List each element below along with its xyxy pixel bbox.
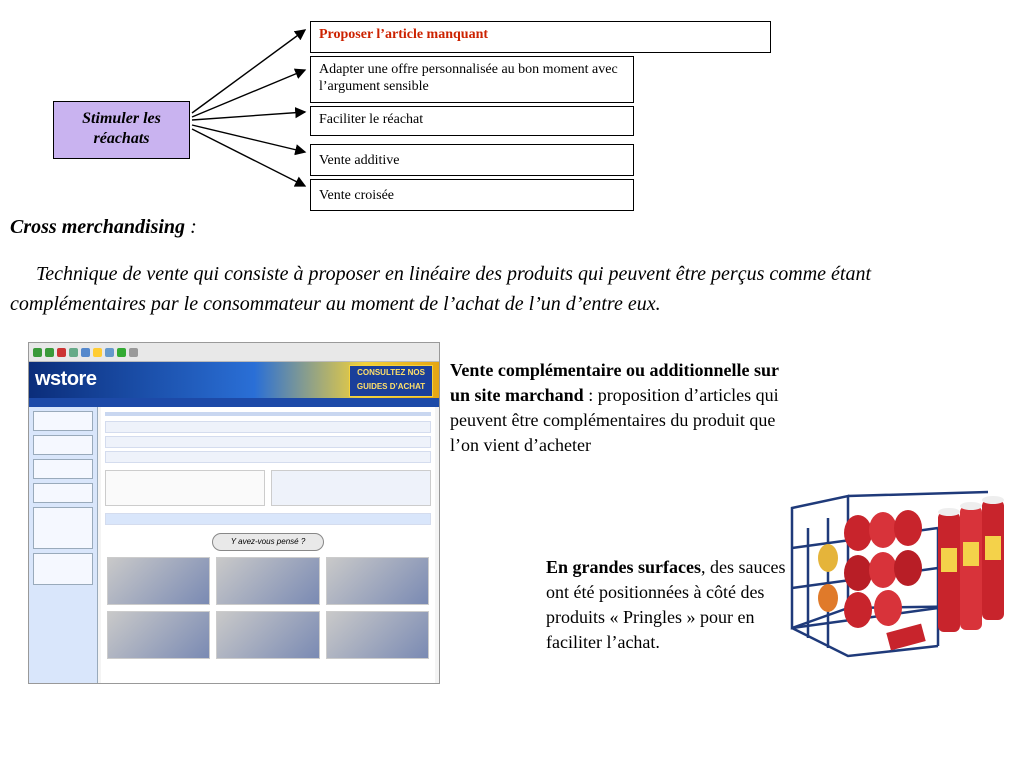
branch-box-3 bbox=[310, 106, 634, 136]
branch-label-4: Vente additive bbox=[319, 153, 400, 168]
section-title-text: Cross merchandising bbox=[10, 216, 186, 238]
section-title bbox=[10, 216, 197, 239]
online-description bbox=[450, 358, 780, 458]
site-banner bbox=[29, 362, 439, 398]
store-description bbox=[546, 555, 786, 655]
online-description-bold: Vente complémentaire ou additionnelle sur un site marchand bbox=[450, 360, 779, 405]
site-logo: wstore bbox=[35, 368, 97, 390]
suggestion-bubble: Y avez-vous pensé ? bbox=[212, 533, 324, 551]
branch-label-2: Adapter une offre personnalisée au bon moment avec l’argument sensible bbox=[319, 62, 618, 94]
promo-banner: CONSULTEZ NOS GUIDES D’ACHAT bbox=[349, 365, 433, 397]
section-title-colon: : bbox=[185, 216, 197, 238]
definition-paragraph: Technique de vente qui consiste à proposer en linéaire des produits qui peuvent être perçus comme étant complémentaires par le consommateur au moment de l’achat de l’un d’entre eux. bbox=[10, 263, 871, 315]
branch-box-5 bbox=[310, 179, 634, 211]
online-description-text: : proposition d’articles qui peuvent être complémentaires du produit que l’on vient d’acheter bbox=[450, 385, 779, 455]
pringles-display-image bbox=[788, 488, 1020, 658]
store-description-text: , des sauces ont été positionnées à côté des produits « Pringles » pour en faciliter l’achat. bbox=[546, 557, 786, 652]
branch-label-1: Proposer l’article manquant bbox=[319, 27, 489, 42]
site-cart-area bbox=[101, 407, 435, 683]
browser-toolbar bbox=[29, 343, 439, 362]
site-navbar bbox=[29, 398, 439, 407]
branch-box-2 bbox=[310, 56, 634, 103]
branch-label-5: Vente croisée bbox=[319, 188, 395, 203]
branch-box-1 bbox=[310, 21, 771, 53]
root-label: Stimuler les réachats bbox=[82, 110, 161, 147]
branch-box-4 bbox=[310, 144, 634, 176]
site-sidebar bbox=[29, 407, 98, 683]
branch-label-3: Faciliter le réachat bbox=[319, 112, 424, 127]
store-description-bold: En grandes surfaces bbox=[546, 557, 702, 577]
website-screenshot-image bbox=[28, 342, 440, 684]
